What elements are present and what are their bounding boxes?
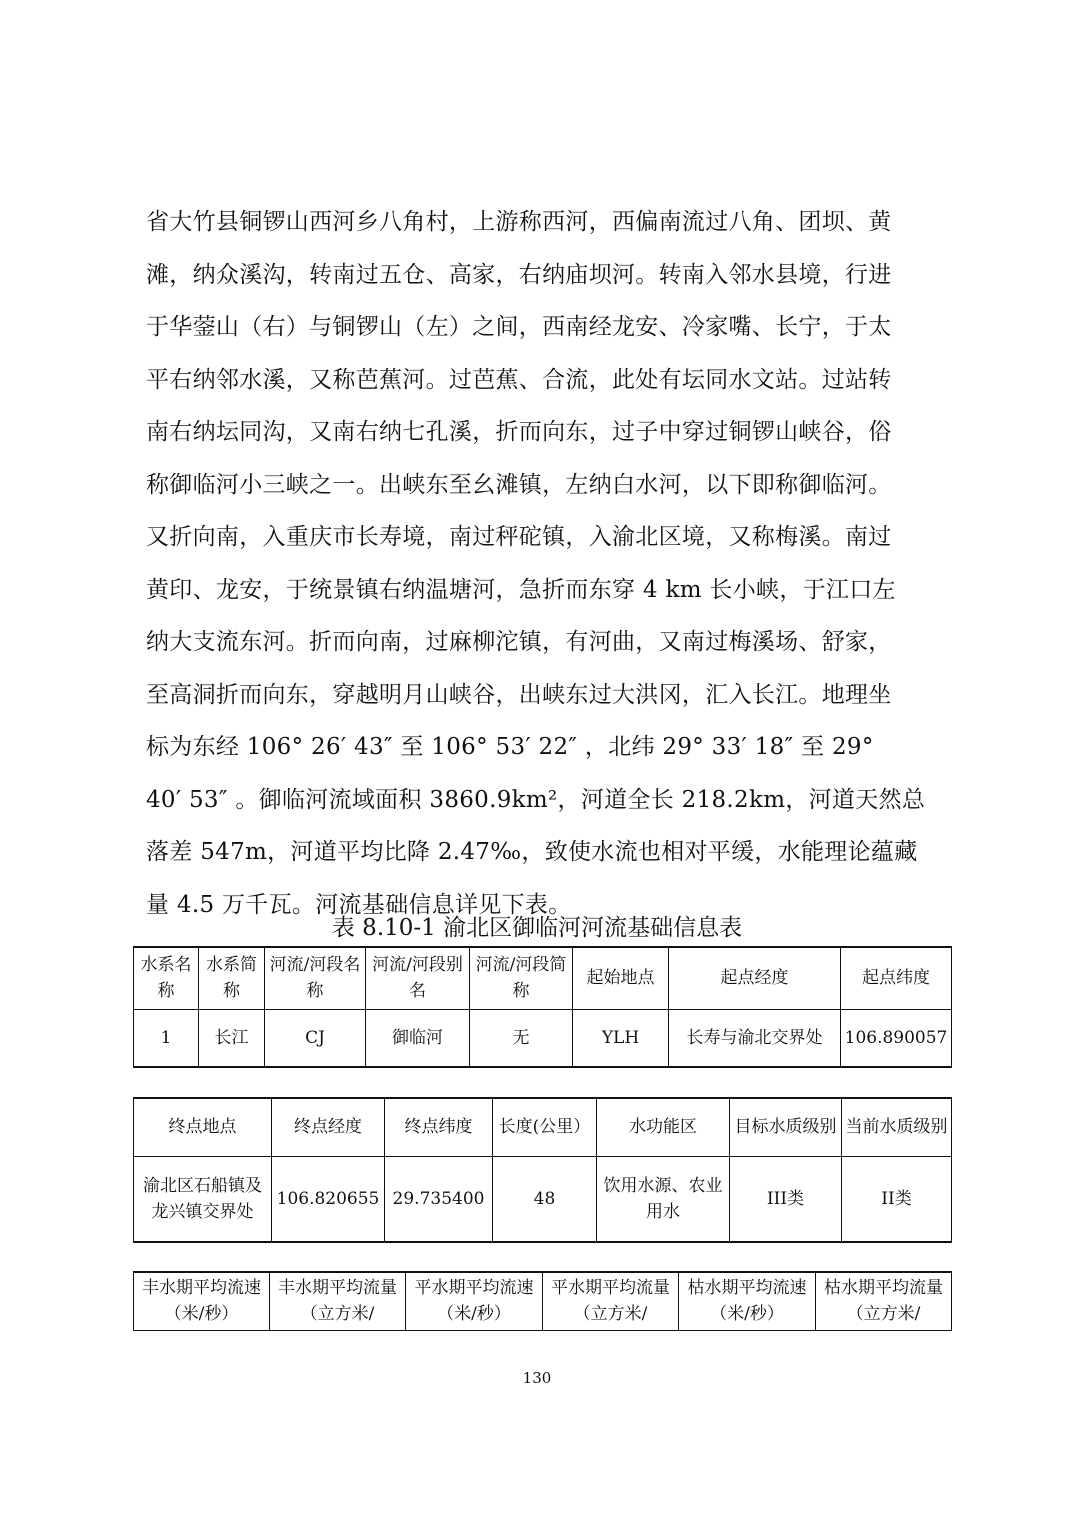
- table-cell: 饮用水源、农业用水: [597, 1156, 730, 1242]
- table-header-row: [134, 1098, 952, 1156]
- header-cell: 河流/河段别名: [366, 947, 470, 1009]
- table-cell: II类: [842, 1156, 952, 1242]
- header-cell: 当前水质级别: [842, 1098, 952, 1156]
- header-cell: 终点地点: [134, 1098, 272, 1156]
- header-cell: 目标水质级别: [730, 1098, 842, 1156]
- paragraph-line: 省大竹县铜锣山西河乡八角村，上游称西河，西偏南流过八角、团坝、黄: [146, 209, 892, 235]
- table-cell: 1: [134, 1009, 199, 1067]
- header-cell: 水系简称: [199, 947, 265, 1009]
- paragraph-line: 至高洞折而向东，穿越明月山峡谷，出峡东过大洪冈，汇入长江。地理坐: [146, 681, 892, 708]
- paragraph-line: 落差 547m，河道平均比降 2.47‰，致使水流也相对平缓，水能理论蕴藏: [146, 839, 918, 865]
- page-number: 130: [522, 1369, 552, 1387]
- header-cell: 丰水期平均流量（立方米/: [270, 1272, 406, 1330]
- header-cell: 起始地点: [573, 947, 669, 1009]
- header-cell: 长度(公里）: [493, 1098, 597, 1156]
- table-cell: 长寿与渝北交界处: [669, 1009, 841, 1067]
- river-flow-table: [133, 1271, 952, 1331]
- header-cell: 平水期平均流量（立方米/: [543, 1272, 679, 1330]
- table-row: [134, 1156, 952, 1242]
- table-caption: 表 8.10-1 渝北区御临河河流基础信息表: [331, 915, 743, 941]
- paragraph-line: 南右纳坛同沟，又南右纳七孔溪，折而向东，过子中穿过铜锣山峡谷，俗: [146, 419, 892, 445]
- table-cell: 长江: [199, 1009, 265, 1067]
- table-header-row: [134, 1272, 952, 1330]
- table-cell: 48: [493, 1156, 597, 1242]
- paragraph-line: 40′ 53″ 。御临河流域面积 3860.9km²，河道全长 218.2km，河道天然总: [146, 786, 926, 813]
- table-cell: CJ: [265, 1009, 366, 1067]
- header-cell: 终点经度: [272, 1098, 385, 1156]
- table-cell: 29.735400: [385, 1156, 493, 1242]
- header-cell: 终点纬度: [385, 1098, 493, 1156]
- table-cell: 106.890057: [841, 1009, 952, 1067]
- header-cell: 枯水期平均流量（立方米/: [816, 1272, 952, 1330]
- header-cell: 枯水期平均流速（米/秒）: [679, 1272, 816, 1330]
- header-cell: 河流/河段简称: [470, 947, 573, 1009]
- table-cell: 106.820655: [272, 1156, 385, 1242]
- header-cell: 起点经度: [669, 947, 841, 1009]
- table-cell: 无: [470, 1009, 573, 1067]
- paragraph-line: 又折向南，入重庆市长寿境，南过秤砣镇，入渝北区境，又称梅溪。南过: [146, 524, 892, 550]
- header-cell: 河流/河段名称: [265, 947, 366, 1009]
- header-cell: 起点纬度: [841, 947, 952, 1009]
- header-cell: 水功能区: [597, 1098, 730, 1156]
- paragraph-line: 称御临河小三峡之一。出峡东至幺滩镇，左纳白水河，以下即称御临河。: [146, 471, 892, 498]
- header-cell: 平水期平均流速（米/秒）: [406, 1272, 543, 1330]
- paragraph-line: 量 4.5 万千瓦。河流基础信息详见下表。: [146, 891, 572, 918]
- paragraph-line: 黄印、龙安，于统景镇右纳温塘河，急折而东穿 4 km 长小峡，于江口左: [146, 576, 896, 603]
- river-info-table-1: [133, 946, 952, 1068]
- paragraph-line: 于华蓥山（右）与铜锣山（左）之间，西南经龙安、冷家嘴、长宁，于太: [146, 314, 892, 340]
- table-row: [134, 1009, 952, 1067]
- river-info-table-2: [133, 1097, 952, 1243]
- header-cell: 丰水期平均流速（米/秒）: [134, 1272, 270, 1330]
- header-cell: 水系名称: [134, 947, 199, 1009]
- body-paragraph: [146, 200, 946, 935]
- table-cell: YLH: [573, 1009, 669, 1067]
- table-header-row: [134, 947, 952, 1009]
- paragraph-line: 滩，纳众溪沟，转南过五仓、高家，右纳庙坝河。转南入邻水县境，行进: [146, 261, 892, 288]
- paragraph-line: 纳大支流东河。折而向南，过麻柳沱镇，有河曲，又南过梅溪场、舒家，: [146, 629, 892, 655]
- table-cell: 御临河: [366, 1009, 470, 1067]
- paragraph-line: 标为东经 106° 26′ 43″ 至 106° 53′ 22″ ，北纬 29° 33′ 18″ 至 29°: [146, 734, 874, 760]
- table-cell: 渝北区石船镇及龙兴镇交界处: [134, 1156, 272, 1242]
- table-cell: III类: [730, 1156, 842, 1242]
- paragraph-line: 平右纳邻水溪，又称芭蕉河。过芭蕉、合流，此处有坛同水文站。过站转: [146, 366, 892, 393]
